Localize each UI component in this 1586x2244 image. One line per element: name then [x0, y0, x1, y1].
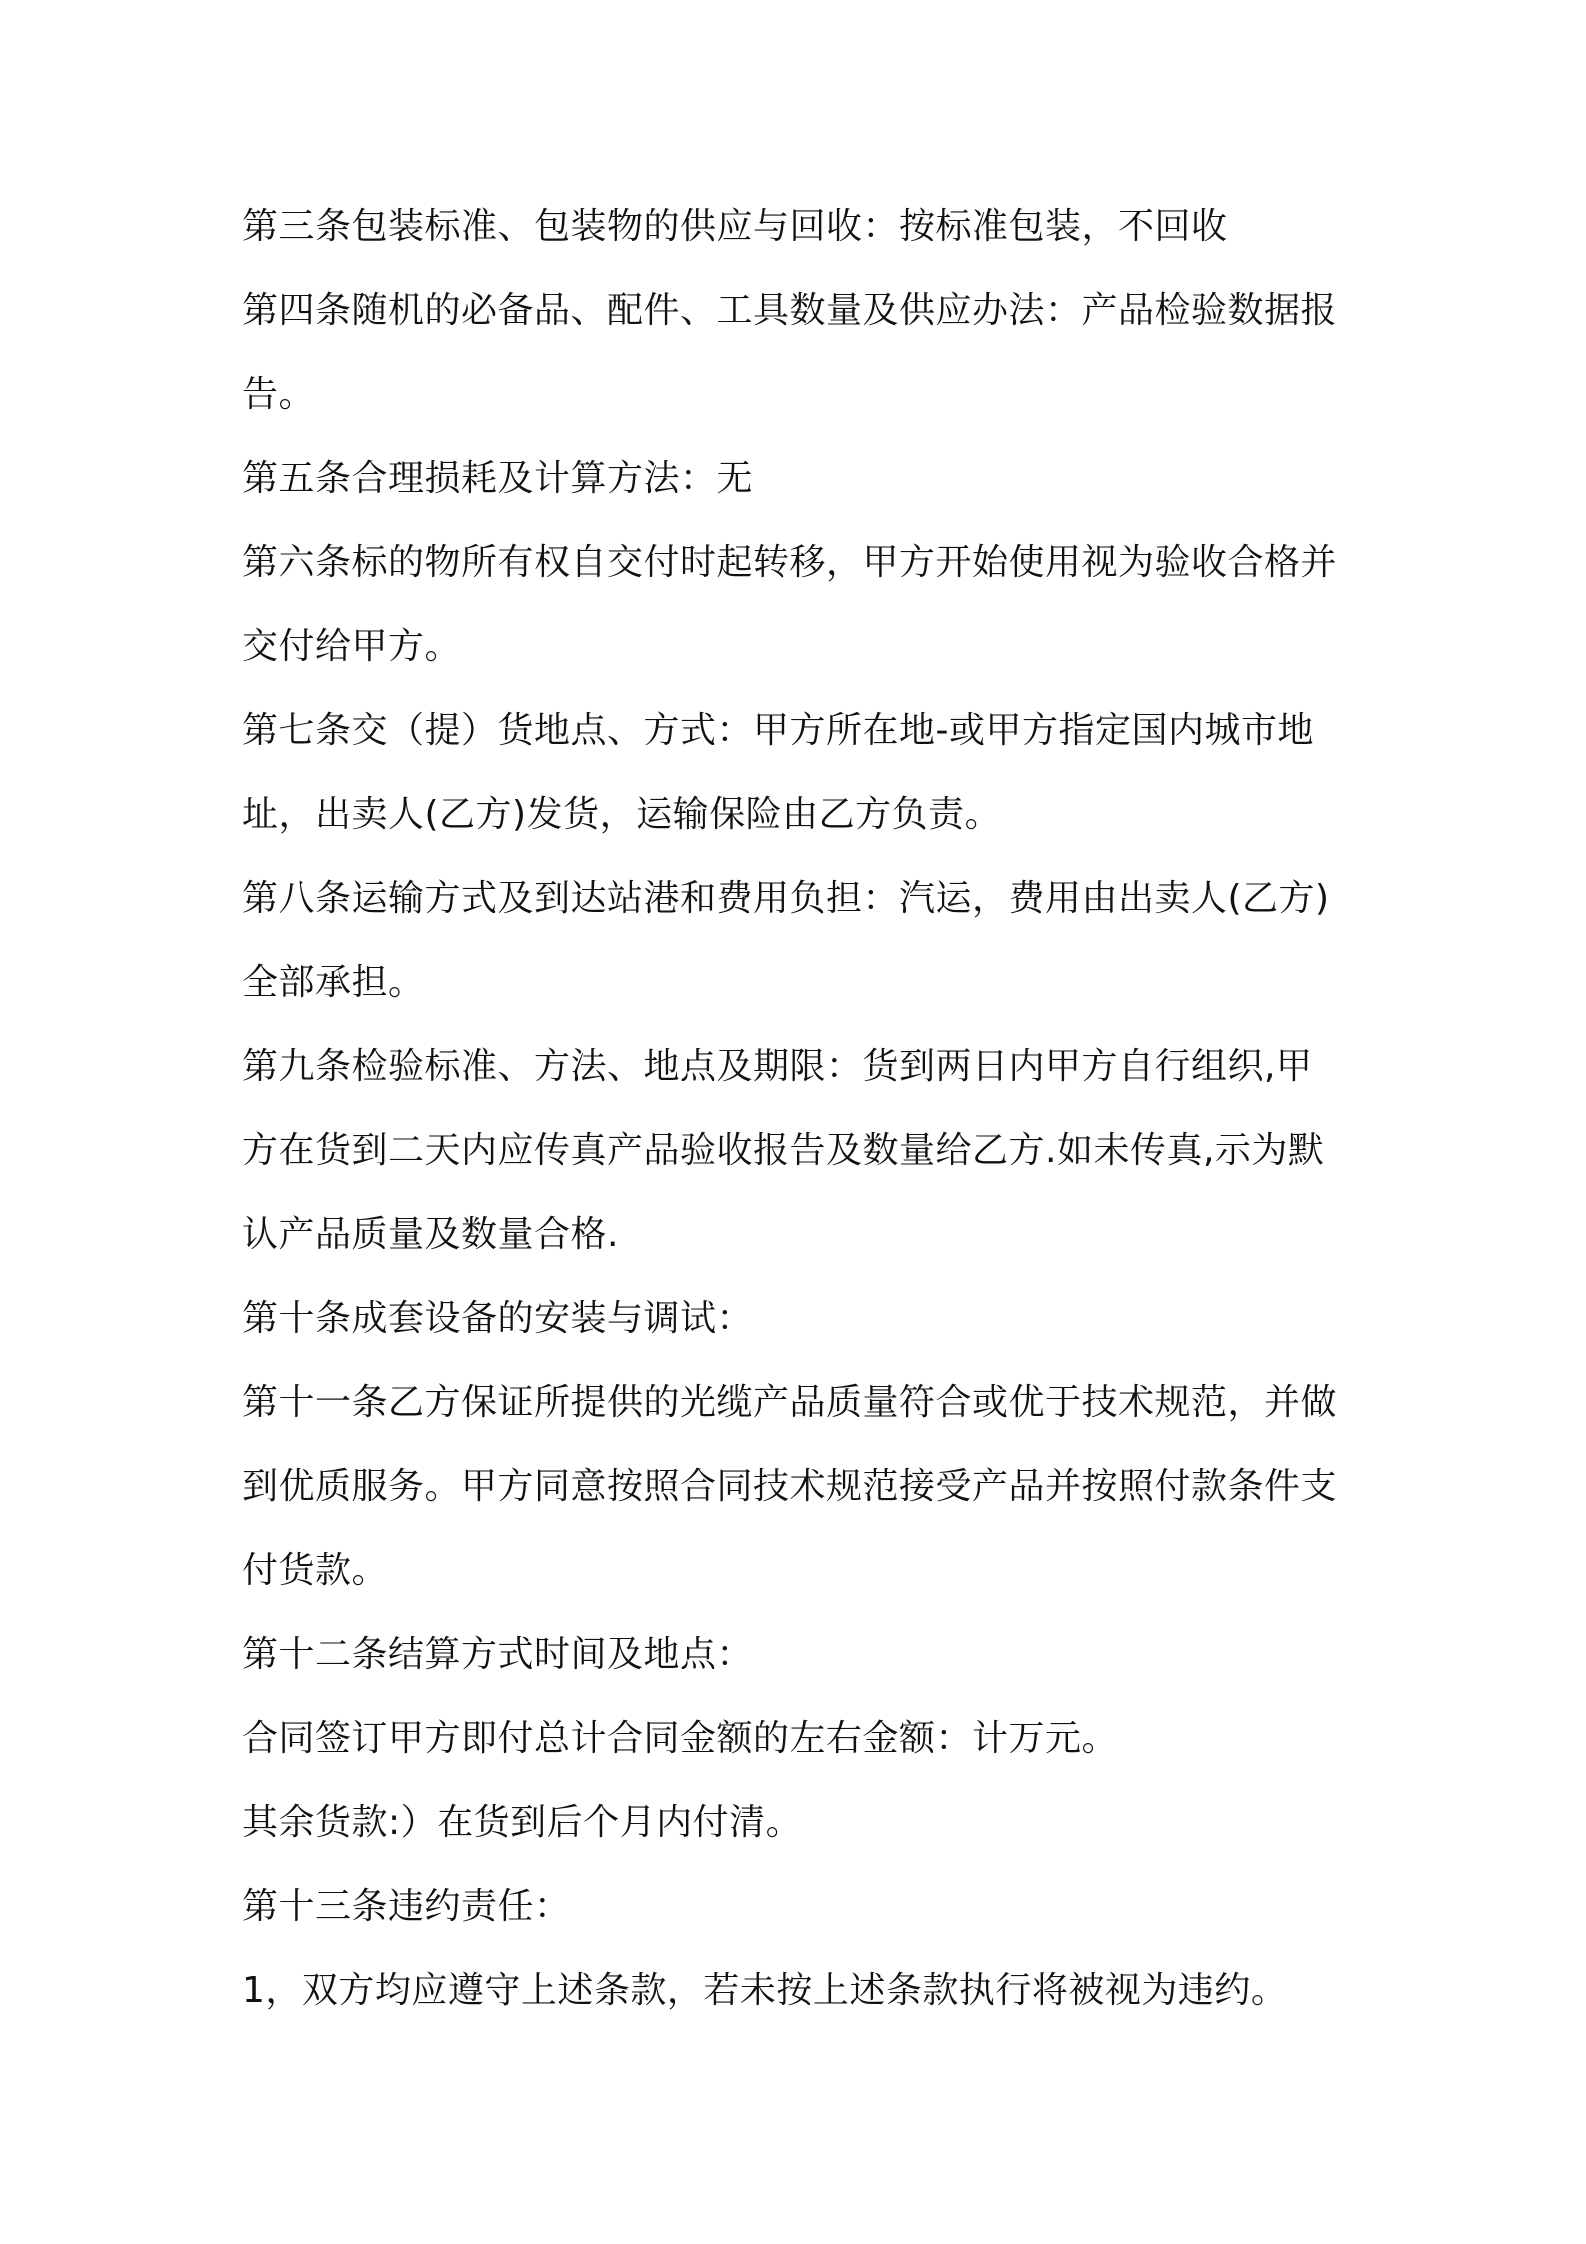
text-line: 其余货款:）在货到后个月内付清。 [242, 1802, 803, 1843]
text-line: 告。 [242, 374, 316, 415]
text-line: 认产品质量及数量合格. [242, 1214, 619, 1255]
text-line: 第四条随机的必备品、配件、工具数量及供应办法：产品检验数据报 [242, 290, 1338, 331]
text-line: 交付给甲方。 [242, 626, 462, 667]
text-line: 第五条合理损耗及计算方法：无 [242, 458, 754, 499]
text-line: 付货款。 [242, 1550, 389, 1591]
text-line: 1，双方均应遵守上述条款，若未按上述条款执行将被视为违约。 [242, 1970, 1288, 2011]
text-line: 方在货到二天内应传真产品验收报告及数量给乙方.如未传真,示为默 [242, 1130, 1325, 1171]
text-line: 第十一条乙方保证所提供的光缆产品质量符合或优于技术规范，并做 [242, 1382, 1338, 1423]
text-line: 合同签订甲方即付总计合同金额的左右金额：计万元。 [242, 1718, 1119, 1759]
text-line: 到优质服务。甲方同意按照合同技术规范接受产品并按照付款条件支 [242, 1466, 1338, 1507]
text-line: 址，出卖人(乙方)发货，运输保险由乙方负责。 [242, 794, 1002, 835]
text-line: 第十条成套设备的安装与调试： [242, 1298, 754, 1339]
text-line: 第三条包装标准、包装物的供应与回收：按标准包装，不回收 [242, 206, 1228, 247]
text-line: 全部承担。 [242, 962, 425, 1003]
text-line: 第九条检验标准、方法、地点及期限：货到两日内甲方自行组织,甲 [242, 1046, 1313, 1087]
text-line: 第十二条结算方式时间及地点： [242, 1634, 754, 1675]
text-line: 第七条交（提）货地点、方式：甲方所在地-或甲方指定国内城市地 [242, 710, 1314, 751]
text-line: 第八条运输方式及到达站港和费用负担：汽运，费用由出卖人(乙方) [242, 878, 1330, 919]
text-line: 第十三条违约责任： [242, 1886, 571, 1927]
text-line: 第六条标的物所有权自交付时起转移，甲方开始使用视为验收合格并 [242, 542, 1338, 583]
